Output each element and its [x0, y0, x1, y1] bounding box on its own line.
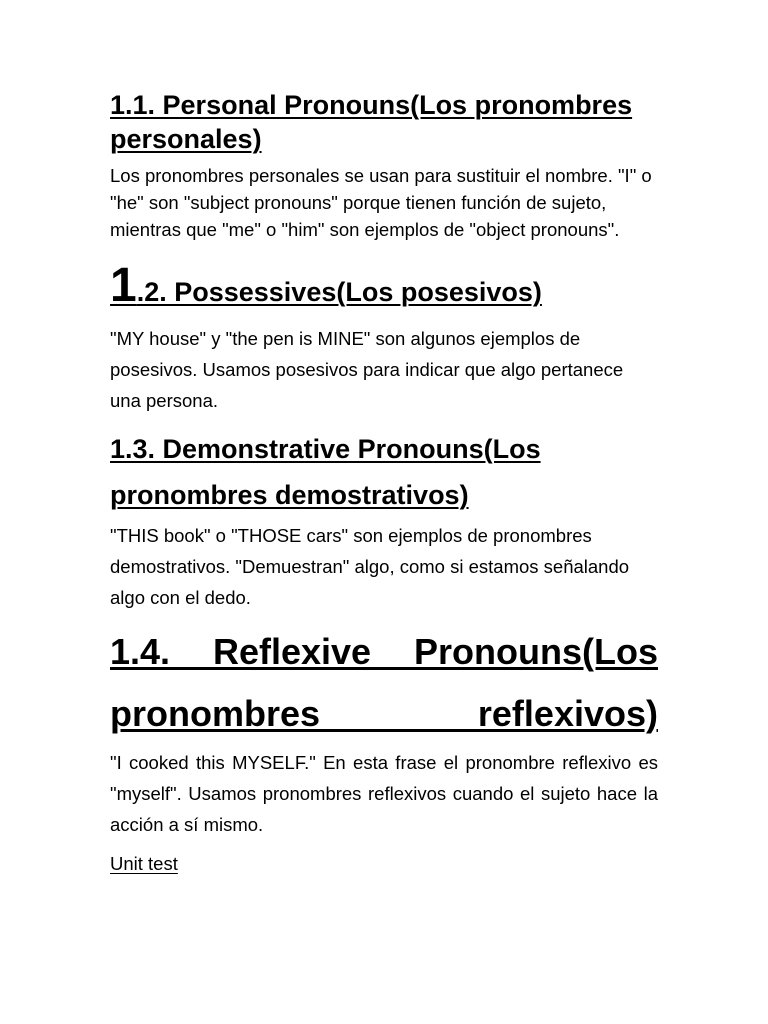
- section-body-reflexive-pronouns: "I cooked this MYSELF." En esta frase el pronombre reflexivo es "myself". Usamos pronombres reflexivos cuando el sujeto hace la acción a sí mismo.: [110, 752, 658, 835]
- section-body-possessives: "MY house" y "the pen is MINE" son algunos ejemplos de posesivos. Usamos posesivos para indicar que algo pertanece una persona.: [110, 328, 624, 411]
- unit-test-link[interactable]: Unit test: [110, 853, 178, 874]
- section-heading-personal-pronouns: 1.1. Personal Pronouns(Los pronombres personales): [110, 90, 633, 154]
- section-body-demonstrative-pronouns: "THIS book" o "THOSE cars" son ejemplos de pronombres demostrativos. "Demuestran" algo, como si estamos señalando algo con el dedo.: [110, 525, 630, 608]
- section-heading-demonstrative-pronouns: 1.3. Demonstrative Pronouns(Los pronombres demostrativos): [110, 434, 541, 510]
- section-heading-possessives-lead: 1: [110, 259, 137, 312]
- section-heading-possessives: [110, 261, 658, 317]
- section-heading-possessives-rest: .2. Possessives(Los posesivos): [136, 277, 542, 307]
- section-heading-reflexive-pronouns: 1.4. Reflexive Pronouns(Los pronombres reflexivos): [110, 631, 658, 734]
- document-page: [110, 88, 658, 878]
- section-body-personal-pronouns: Los pronombres personales se usan para sustituir el nombre. "I" o "he" son "subject pronouns" porque tienen función de sujeto, mientras que "me" o "him" son ejemplos de "object pronouns".: [110, 165, 652, 240]
